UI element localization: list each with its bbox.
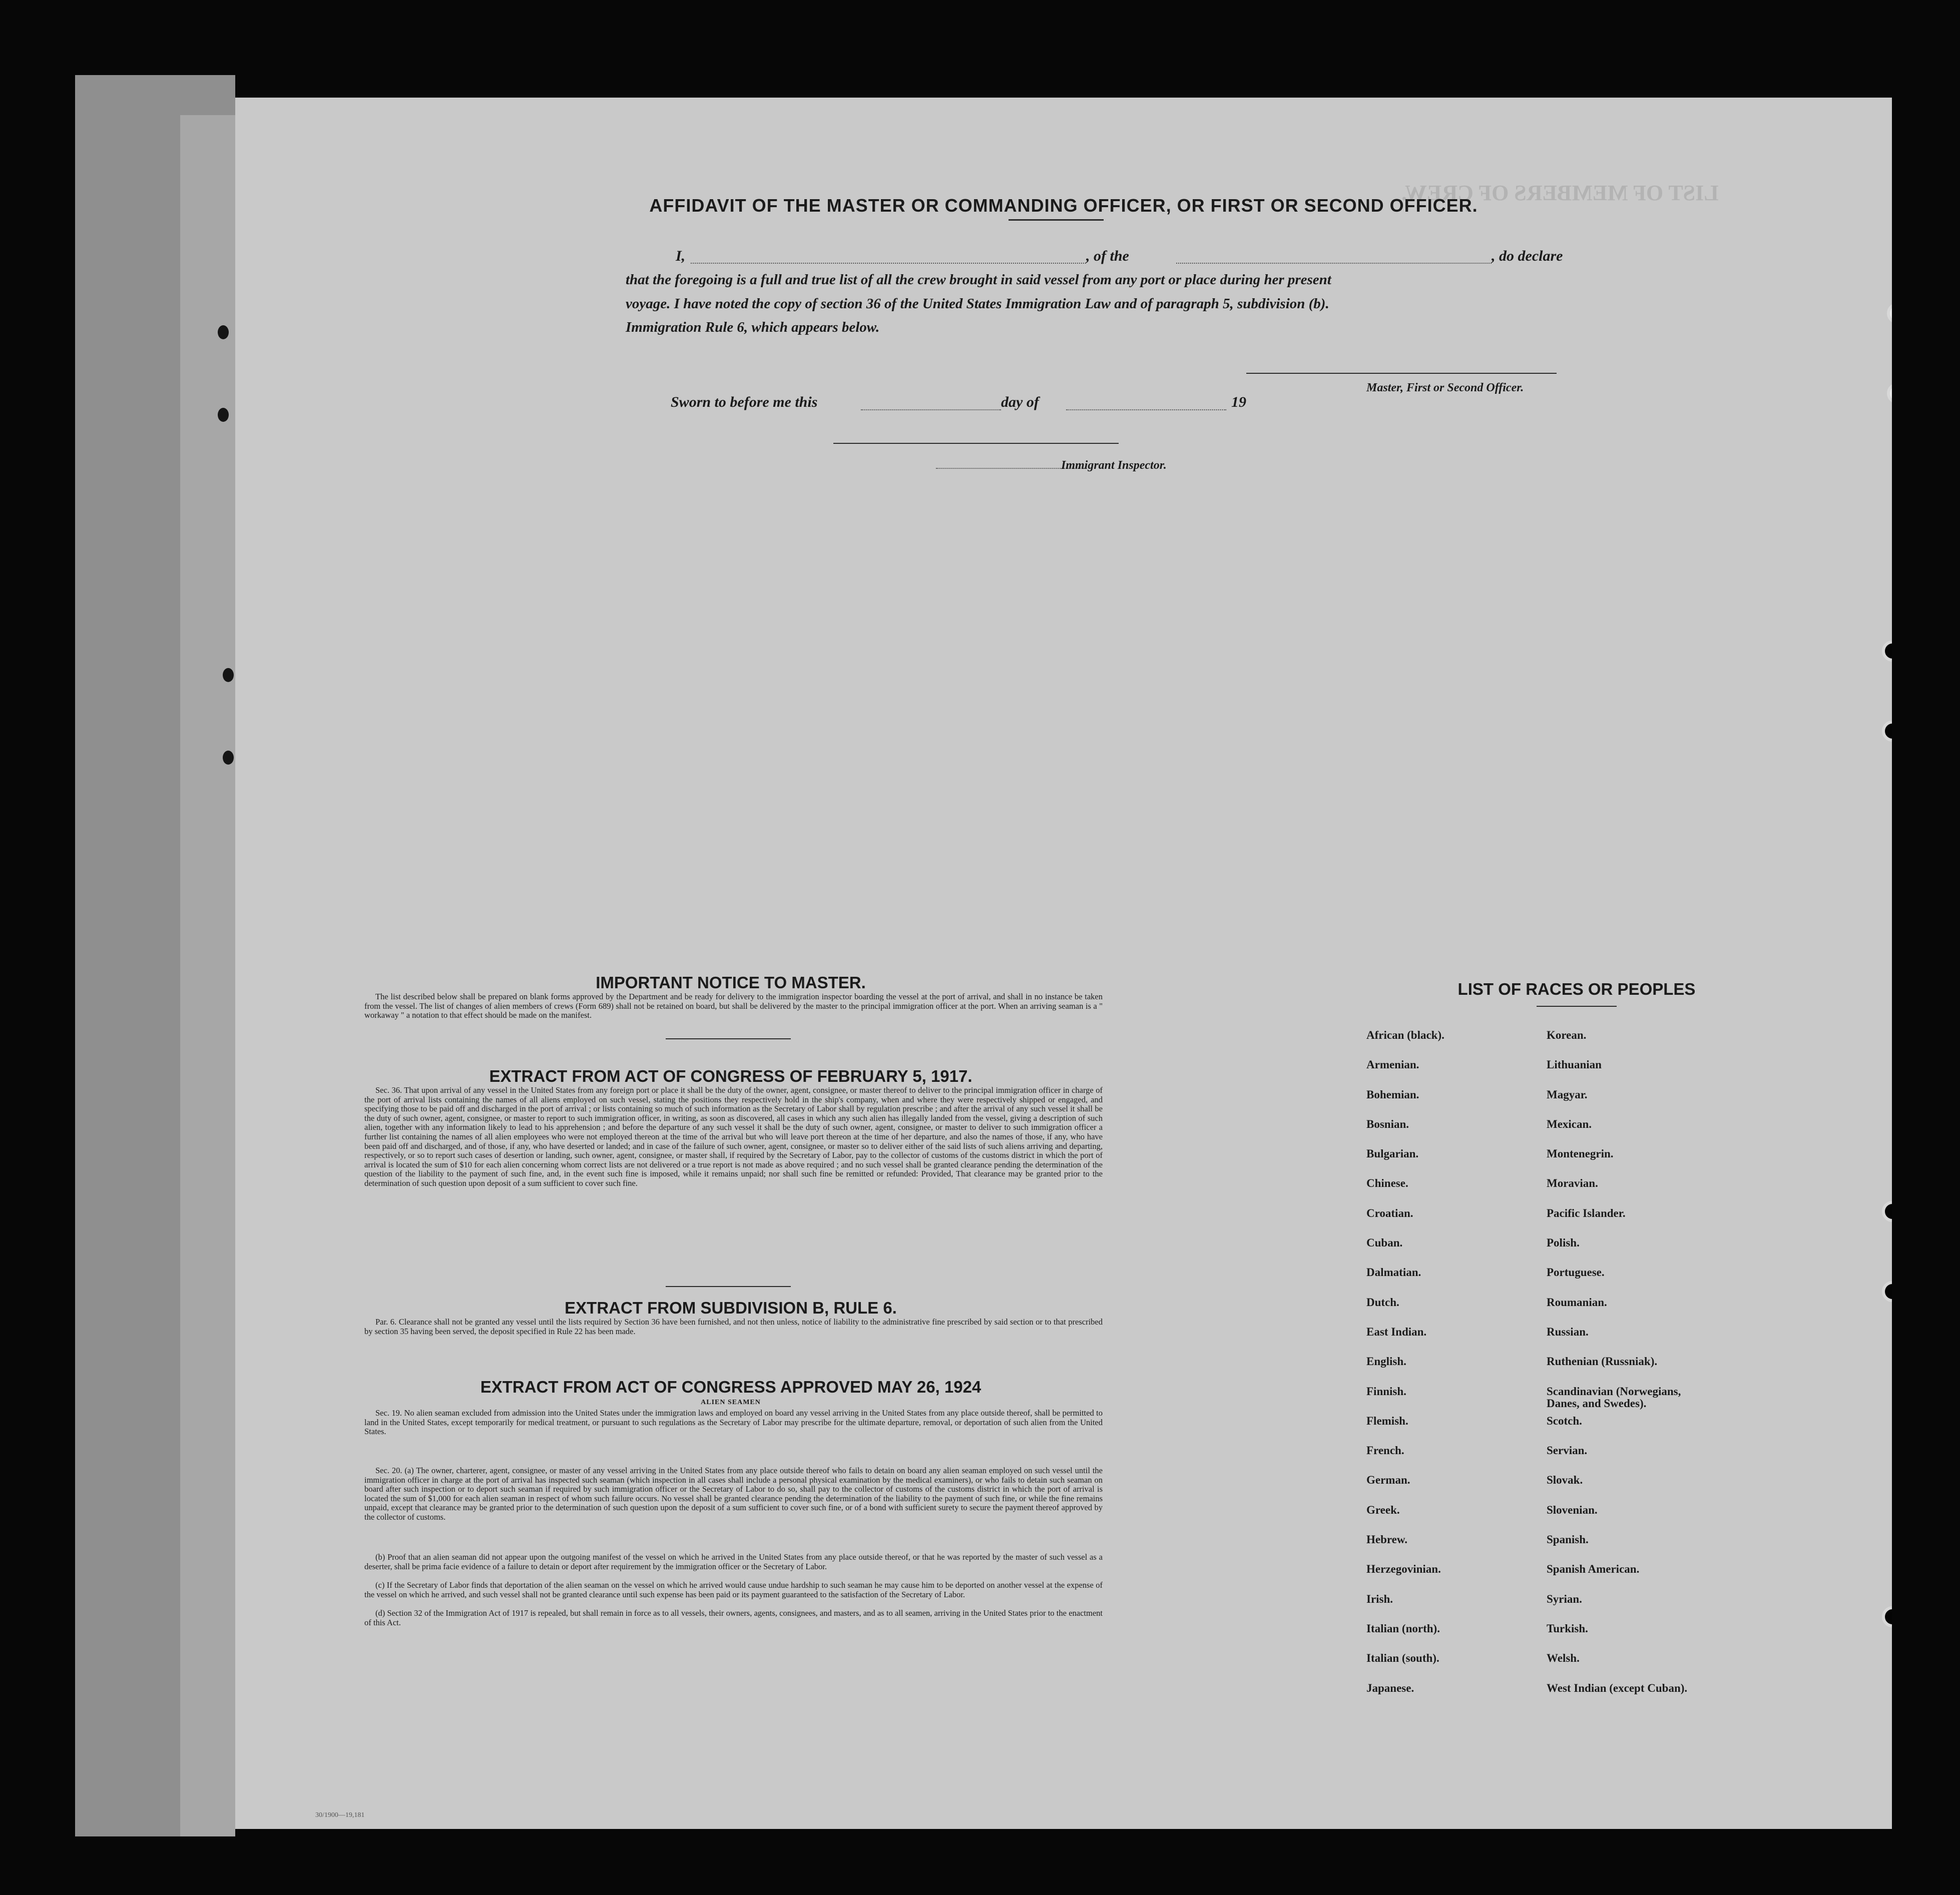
master-signature-line bbox=[1246, 373, 1557, 374]
race-item: Chinese. bbox=[1366, 1177, 1408, 1190]
year-prefix: 19 bbox=[1231, 394, 1246, 410]
punch-hole bbox=[1882, 721, 1892, 742]
affidavit-line-1: that the foregoing is a full and true list of all the crew brought in said vessel from any port or place during her present bbox=[626, 272, 1331, 288]
affidavit-line-2: voyage. I have noted the copy of section 36 of the United States Immigration Law and of paragraph 5, subdivision (b). bbox=[626, 296, 1329, 312]
sworn-day-blank bbox=[861, 409, 1001, 410]
race-item: East Indian. bbox=[1366, 1325, 1427, 1338]
extract-1924-sec20a: Sec. 20. (a) The owner, charterer, agent, consignee, or master of any vessel arriving in the United States from any place outside thereof who fails to detain on board any alien seaman employed on such vessel until the immigration officer in charge at the port of arrival has inspected such seaman (which inspection in all cases shall include a personal physical examination by the medical examiners), or who fails to detain such seaman on board after such inspection or to deport such seaman if required by such immigration officer or the Secretary of Labor to do so, shall pay to the collector of customs of the customs district in which the port of arrival is located the sum of $1,000 for each alien seaman in respect of whom such failure occurs. No vessel shall be granted clearance pending the determination of the liability to the payment of such fine, or while the fine remains unpaid, except that clearance may be granted prior to the determination of such question upon the deposit of a sum sufficient to cover such fine, or of a bond with sufficient surety to secure the payment thereof approved by the collector of customs. bbox=[364, 1466, 1103, 1522]
punch-hole bbox=[1882, 1606, 1892, 1627]
master-name-blank bbox=[691, 263, 1086, 264]
race-item: Dutch. bbox=[1366, 1296, 1399, 1309]
extract-1924-sec19: Sec. 19. No alien seaman excluded from admission into the United States under the immigration laws and employed on board any vessel arriving in the United States from any place outside thereof, shall be permitted to land in the United States, except temporarily for medical treatment, or pursuant to such regulations as the Secretary of Labor may prescribe for the ultimate departure, removal, or deportation of such alien from the United States. bbox=[364, 1408, 1103, 1437]
race-item: Finnish. bbox=[1366, 1385, 1406, 1398]
affidavit-do-declare: , do declare bbox=[1492, 248, 1563, 264]
binding-hole bbox=[223, 751, 234, 765]
bleed-through-heading: LIST OF MEMBERS OF CREW. bbox=[1401, 181, 1719, 205]
race-item: Magyar. bbox=[1547, 1088, 1588, 1101]
race-item: Bulgarian. bbox=[1366, 1147, 1419, 1160]
section-divider bbox=[666, 1286, 791, 1287]
title-underline bbox=[1009, 219, 1104, 221]
race-item: Ruthenian (Russniak). bbox=[1547, 1355, 1658, 1368]
underlying-page-edge-2 bbox=[180, 115, 235, 1836]
master-signature-label: Master, First or Second Officer. bbox=[1366, 381, 1524, 394]
race-item: Roumanian. bbox=[1547, 1296, 1607, 1309]
race-item: Montenegrin. bbox=[1547, 1147, 1614, 1160]
punch-hole bbox=[1887, 383, 1892, 404]
race-item: Bohemian. bbox=[1366, 1088, 1419, 1101]
register-page bbox=[235, 98, 1892, 1829]
race-item: Servian. bbox=[1547, 1444, 1588, 1457]
race-item: English. bbox=[1366, 1355, 1406, 1368]
race-item: Dalmatian. bbox=[1366, 1266, 1421, 1279]
race-item: Syrian. bbox=[1547, 1592, 1582, 1605]
form-print-number: 30/1900—19,181 bbox=[315, 1811, 365, 1819]
affidavit-i-label: I, bbox=[676, 248, 686, 264]
race-item: West Indian (except Cuban). bbox=[1547, 1681, 1688, 1694]
notice-text: The list described below shall be prepared on blank forms approved by the Department and be ready for delivery to the immigration inspector boarding the vessel at the port of arrival, and shall in no instance be taken from the vessel. The list of changes of alien members of crews (Form 689) shall not be retained on board, but shall be delivered by the master to the principal immigration officer at the port. When an arriving seaman is a " workaway " a notation to that effect should be made on the manifest. bbox=[364, 992, 1103, 1020]
extract-1917-text: Sec. 36. That upon arrival of any vessel in the United States from any foreign port or place it shall be the duty of the owner, agent, consignee, or master thereof to deliver to the principal immigration officer in charge of the port of arrival lists containing the names of all aliens employed on such vessel, stating the positions they respectively hold in the ship's company, when and where they were respectively shipped or engaged, and specifying those to be paid off and discharged in the port of arrival ; or lists containing so much of such information as the Secretary of Labor shall by regulation prescribe ; and after the arrival of any such vessel it shall be the duty of such owner, agent, consignee, or master to report to such immigration officer, in writing, as soon as discovered, all cases in which any such alien has illegally landed from the vessel, giving a description of such alien, together with any information likely to lead to his apprehension ; and before the departure of any such vessel it shall be the duty of such owner, agent, consignee, or master to deliver to such immigration officer a further list containing the names of all alien employees who were not employed thereon at the time of the arrival but who will leave port thereon at the time of her departure, and also the names of those, if any, who have been paid off and discharged, and of those, if any, who have deserted or landed; and in case of the failure of such owner, agent, consignee, or master so to deliver either of the said lists of such aliens arriving and departing, respectively, or so to report such cases of desertion or landing, such owner, agent, consignee, or master shall, if required by the Secretary of Labor, pay to the collector of customs of the customs district in which the port of arrival is located the sum of $10 for each alien concerning whom correct lists are not delivered or a true report is not made as above required ; and no such vessel shall be granted clearance pending the determination of the question of the liability to the payment of such fine, and, in the event such fine is imposed, while it remains unpaid; nor shall such fine be remitted or refunded: Provided, That clearance may be granted prior to the determination of such question upon deposit of a sum sufficient to cover such fine. bbox=[364, 1085, 1103, 1188]
day-of-label: day of bbox=[1001, 394, 1039, 410]
extract-rule6-title: EXTRACT FROM SUBDIVISION B, RULE 6. bbox=[565, 1299, 897, 1317]
race-item: Herzegovinian. bbox=[1366, 1563, 1441, 1576]
race-item: Irish. bbox=[1366, 1592, 1393, 1605]
race-item: Armenian. bbox=[1366, 1058, 1419, 1071]
race-item: Italian (south). bbox=[1366, 1652, 1439, 1665]
extract-rule6-text: Par. 6. Clearance shall not be granted any vessel until the lists required by Section 36 have been furnished, and not then unless, notice of liability to the administrative fine prescribed by said section or to that prescribed by section 35 having been served, the deposit specified in Rule 22 has been made. bbox=[364, 1317, 1103, 1336]
race-item: Scandinavian (Norwegians, Danes, and Swedes). bbox=[1547, 1385, 1681, 1410]
vessel-name-blank bbox=[1176, 263, 1492, 264]
affidavit-of-the-label: , of the bbox=[1086, 248, 1129, 264]
inspector-label: Immigrant Inspector. bbox=[1061, 459, 1167, 472]
races-title: LIST OF RACES OR PEOPLES bbox=[1457, 980, 1696, 998]
sworn-label: Sworn to before me this bbox=[671, 394, 818, 410]
races-left-column bbox=[1366, 1029, 1444, 1712]
race-item: Slovenian. bbox=[1547, 1503, 1598, 1516]
affidavit-title: AFFIDAVIT OF THE MASTER OR COMMANDING OFFICER, OR FIRST OR SECOND OFFICER. bbox=[649, 195, 1478, 216]
punch-hole bbox=[1882, 1201, 1892, 1222]
race-item: Korean. bbox=[1547, 1029, 1587, 1041]
punch-hole bbox=[1887, 303, 1892, 324]
punch-hole bbox=[1882, 641, 1892, 662]
race-item: Cuban. bbox=[1366, 1236, 1403, 1249]
race-item: Japanese. bbox=[1366, 1681, 1414, 1694]
extract-1924-sec20b: (b) Proof that an alien seaman did not appear upon the outgoing manifest of the vessel on which he arrived in the United States from any place outside thereof, or that he was reported by the master of such vessel as a deserter, shall be prima facie evidence of a failure to detain or deport after requirement by the immigration officer or the Secretary of Labor. bbox=[364, 1552, 1103, 1571]
extract-1924-subtitle: ALIEN SEAMEN bbox=[701, 1399, 761, 1406]
extract-1917-title: EXTRACT FROM ACT OF CONGRESS OF FEBRUARY 5, 1917. bbox=[489, 1067, 972, 1085]
race-item: Lithuanian bbox=[1547, 1058, 1602, 1071]
race-item: Hebrew. bbox=[1366, 1533, 1407, 1546]
race-item: Greek. bbox=[1366, 1503, 1400, 1516]
extract-1924-sec20d: (d) Section 32 of the Immigration Act of 1917 is repealed, but shall remain in force as to all vessels, their owners, agents, consignees, and masters, and as to all seamen, arriving in the United States prior to the enactment of this Act. bbox=[364, 1608, 1103, 1627]
race-item: African (black). bbox=[1366, 1029, 1444, 1041]
races-title-underline bbox=[1537, 1006, 1617, 1007]
race-item: Portuguese. bbox=[1547, 1266, 1605, 1279]
race-item: Moravian. bbox=[1547, 1177, 1598, 1190]
punch-hole bbox=[1882, 1281, 1892, 1302]
race-item: German. bbox=[1366, 1474, 1410, 1487]
race-item: Spanish American. bbox=[1547, 1563, 1640, 1576]
binding-hole bbox=[218, 325, 229, 339]
races-right-column bbox=[1547, 1029, 1707, 1712]
race-item: Russian. bbox=[1547, 1325, 1589, 1338]
race-item: Slovak. bbox=[1547, 1474, 1583, 1487]
notice-title: IMPORTANT NOTICE TO MASTER. bbox=[596, 973, 866, 992]
affidavit-line-3: Immigration Rule 6, which appears below. bbox=[626, 319, 880, 335]
extract-1924-sec20c: (c) If the Secretary of Labor finds that deportation of the alien seaman on the vessel on which he arrived would cause undue hardship to such seaman he may cause him to be deported on another vessel at the expense of the vessel on which he arrived, and such vessel shall not be granted clearance until such expense has been paid or its payment guaranteed to the satisfaction of the Secretary of Labor. bbox=[364, 1580, 1103, 1599]
sworn-month-blank bbox=[1066, 409, 1226, 410]
race-item: Flemish. bbox=[1366, 1414, 1408, 1427]
race-item: French. bbox=[1366, 1444, 1404, 1457]
race-item: Turkish. bbox=[1547, 1622, 1588, 1635]
race-item: Welsh. bbox=[1547, 1652, 1580, 1665]
section-divider bbox=[666, 1038, 791, 1039]
race-item: Spanish. bbox=[1547, 1533, 1589, 1546]
binding-hole bbox=[218, 408, 229, 422]
race-item: Croatian. bbox=[1366, 1206, 1413, 1219]
binding-hole bbox=[223, 668, 234, 682]
race-item: Pacific Islander. bbox=[1547, 1206, 1626, 1219]
inspector-signature-line bbox=[833, 443, 1119, 444]
extract-1924-title: EXTRACT FROM ACT OF CONGRESS APPROVED MAY 26, 1924 bbox=[480, 1378, 982, 1396]
race-item: Bosnian. bbox=[1366, 1117, 1409, 1130]
race-item: Italian (north). bbox=[1366, 1622, 1440, 1635]
race-item: Scotch. bbox=[1547, 1414, 1582, 1427]
race-item: Polish. bbox=[1547, 1236, 1580, 1249]
race-item: Mexican. bbox=[1547, 1117, 1592, 1130]
